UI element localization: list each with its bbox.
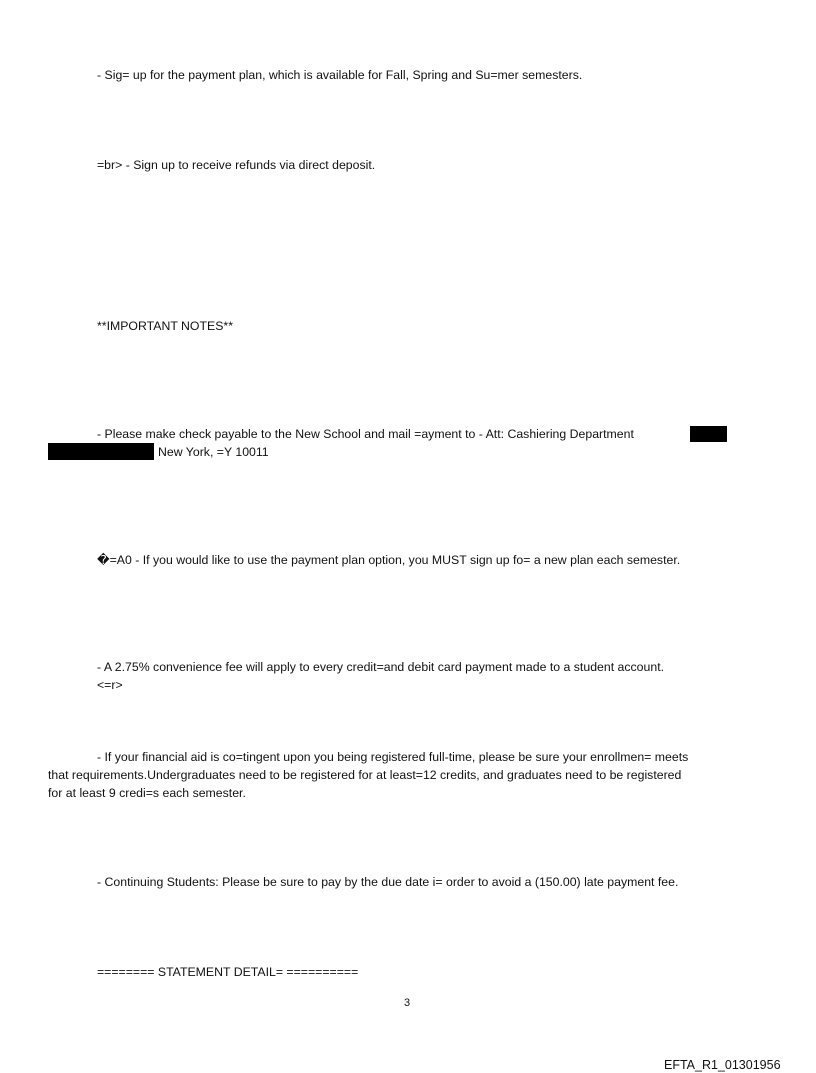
important-notes-heading: **IMPORTANT NOTES**	[97, 319, 233, 333]
statement-detail-heading: ======== STATEMENT DETAIL= ==========	[97, 965, 359, 979]
check-payable-line: - Please make check payable to the New School and mail =ayment to - Att: Cashiering Department	[97, 427, 634, 441]
redaction-bar	[690, 426, 727, 442]
direct-deposit-line: =br> - Sign up to receive refunds via direct deposit.	[97, 158, 376, 172]
continuing-students-line: - Continuing Students: Please be sure to pay by the due date i= order to avoid a (150.00) late payment fee.	[97, 875, 679, 889]
address-line: New York, =Y 10011	[158, 445, 269, 459]
page-number: 3	[404, 997, 411, 1009]
convenience-fee-line: - A 2.75% convenience fee will apply to every credit=and debit card payment made to a student account.	[97, 660, 665, 674]
financial-aid-line: for at least 9 credi=s each semester.	[48, 786, 246, 800]
redaction-bar	[48, 443, 154, 460]
document-id: EFTA_R1_01301956	[664, 1058, 781, 1072]
payment-plan-line: - Sig= up for the payment plan, which is available for Fall, Spring and Su=mer semesters.	[97, 68, 583, 82]
financial-aid-line: that requirements.Undergraduates need to be registered for at least=12 credits, and graduates need to be registered	[48, 768, 682, 782]
financial-aid-line: - If your financial aid is co=tingent upon you being registered full-time, please be sure your enrollmen= meets	[97, 750, 689, 764]
br-tag-line: <=r>	[97, 678, 123, 692]
plan-option-line: �=A0 - If you would like to use the payment plan option, you MUST sign up fo= a new plan each semester.	[97, 553, 681, 567]
